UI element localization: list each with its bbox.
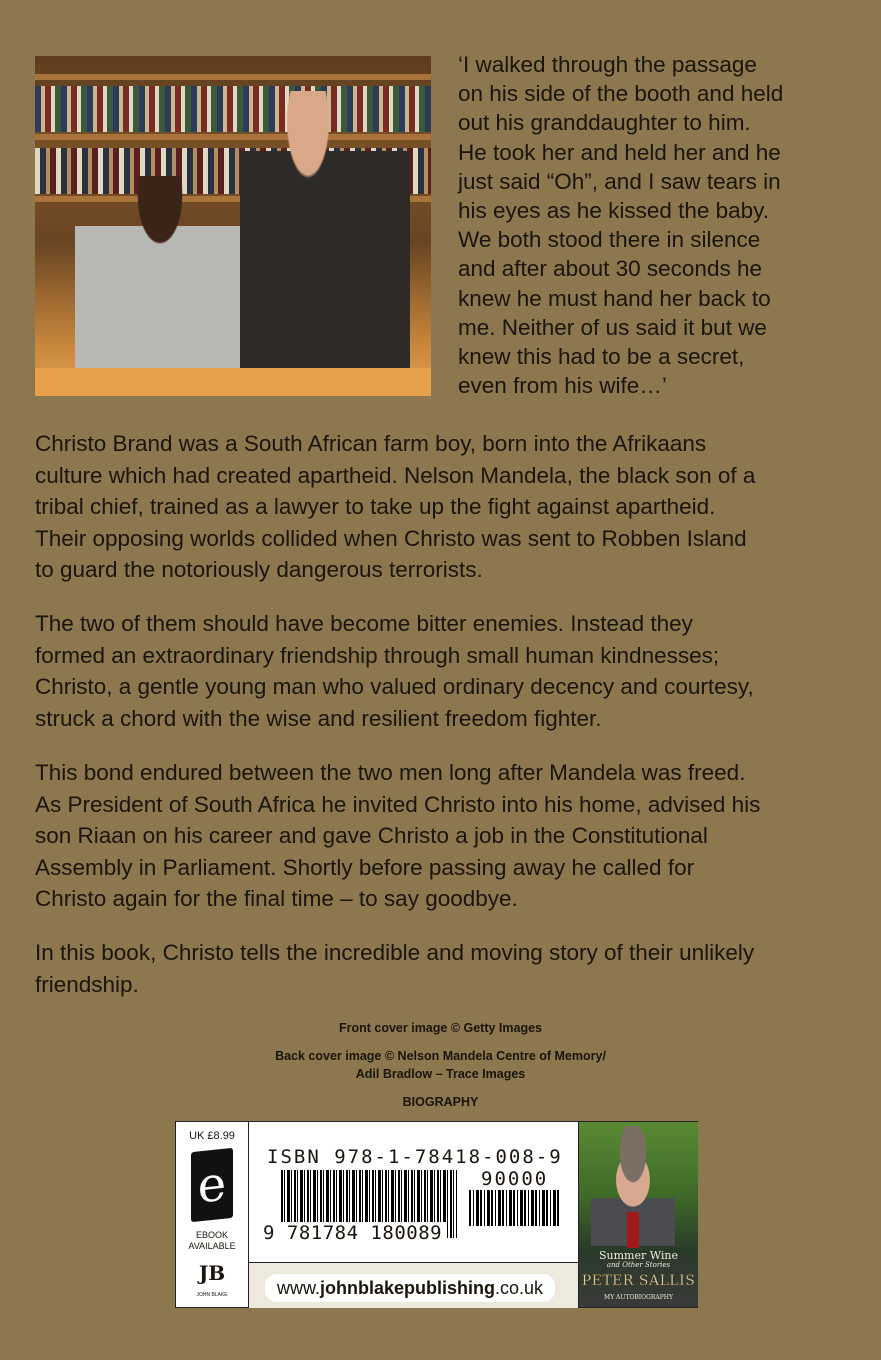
ean-number: 9 781784 180089 <box>263 1222 446 1244</box>
price-label: UK £8.99 <box>189 1130 235 1142</box>
tie <box>627 1212 639 1248</box>
pull-quote: ‘I walked through the passage on his side of the booth and held out his granddaughter to him. He took her and held her and he just said “Oh”, and I saw tears in his eyes as he kissed the baby. We both stood there in silence and after about 30 seconds he knew he must hand her back to me. Neither of us said it but we knew this had to be a secret, even from his wife…’ <box>458 52 784 399</box>
person-left <box>75 176 245 376</box>
paragraph-bond: This bond endured between the two men long after Mandela was freed. As President of South Africa he invited Christo into his home, advised his son Riaan on his career and gave Christo a job in the Constitutional Assembly in Parliament. Shortly before passing away he called for Christo again for the final time – to say goodbye. <box>35 760 761 911</box>
publisher-logo <box>194 1262 230 1300</box>
advert-title <box>579 1250 698 1270</box>
isbn-text: ISBN 978-1-78418-008-9 <box>267 1146 563 1168</box>
ebook-icon: e <box>191 1148 233 1222</box>
publisher-url-strip <box>249 1262 578 1308</box>
paragraph-summary: In this book, Christo tells the incredible and moving story of their unlikely friendship. <box>35 940 755 997</box>
person-right <box>240 91 410 391</box>
isbn-barcode <box>249 1122 578 1262</box>
advert-tagline: MY AUTOBIOGRAPHY <box>604 1294 673 1301</box>
url-domain: johnblakepublishing <box>319 1278 495 1298</box>
url-prefix: www. <box>276 1278 320 1298</box>
category-label: BIOGRAPHY <box>402 1095 479 1109</box>
barcode-panel <box>175 1121 698 1308</box>
bookshelf <box>35 74 431 80</box>
paragraph-intro: Christo Brand was a South African farm boy, born into the Afrikaans culture which had created apartheid. Nelson Mandela, the black son of a tribal chief, trained as a lawyer to take up the fight against apartheid. Their opposing worlds collided when Christo was sent to Robben Island to guard the notoriously dangerous terrorists. <box>35 431 756 582</box>
advert-title-main: Summer Wine <box>599 1249 678 1262</box>
url-suffix: .co.uk <box>494 1278 544 1298</box>
advert-author: PETER SALLIS <box>581 1273 696 1289</box>
publisher-logo-mark: JB <box>198 1261 226 1285</box>
cover-photo <box>35 56 431 396</box>
addon-code: 90000 <box>481 1168 549 1190</box>
advert-book-cover <box>578 1122 698 1307</box>
publisher-url[interactable] <box>265 1274 555 1302</box>
front-cover-credit: Front cover image © Getty Images <box>338 1021 543 1035</box>
publisher-logo-name: JOHN BLAKE <box>196 1292 228 1298</box>
addon-barcode-bars <box>469 1190 559 1226</box>
advert-subtitle: and Other Stories <box>606 1261 671 1269</box>
paragraph-friendship: The two of them should have become bitter enemies. Instead they formed an extraordinary friendship through small human kindnesses; Christo, a gentle young man who valued ordinary decency and courtesy, struck a chord with the wise and resilient freedom fighter. <box>35 611 754 731</box>
desk <box>35 368 431 396</box>
ebook-label: EBOOK AVAILABLE <box>188 1230 236 1251</box>
price-column <box>176 1122 249 1307</box>
back-cover-credit: Back cover image © Nelson Mandela Centre of Memory/ Adil Bradlow – Trace Images <box>275 1049 606 1081</box>
